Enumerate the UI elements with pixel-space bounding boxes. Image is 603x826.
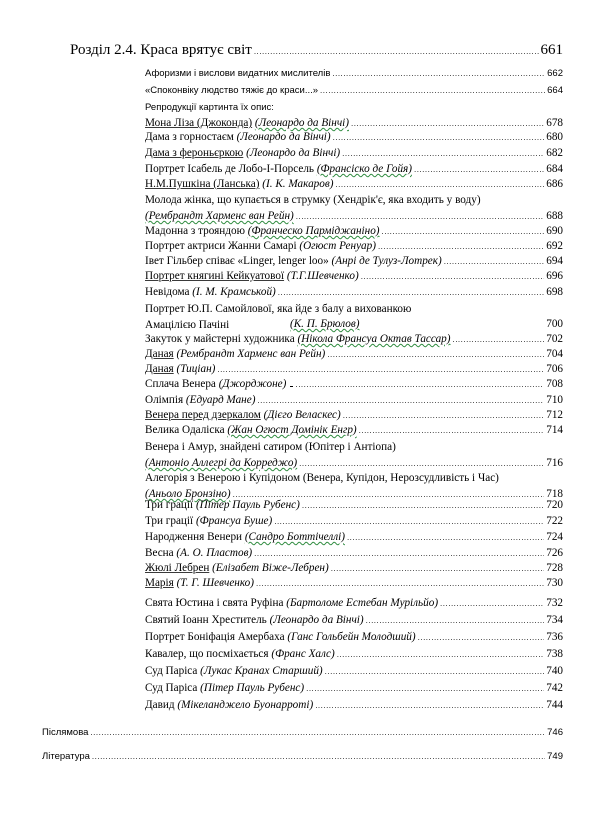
entry-author: (Джорджоне)	[218, 378, 287, 390]
toc-entry-line	[145, 498, 563, 513]
page-number: 724	[546, 531, 563, 543]
toc-entry-line	[145, 254, 563, 269]
entry-author: (Франс Халс)	[271, 648, 335, 660]
page-number: 692	[546, 240, 563, 252]
entry-title: Невідома	[145, 286, 190, 298]
page-number: 696	[546, 270, 563, 282]
toc-entry-line-cont	[145, 456, 563, 471]
dot-leader	[359, 423, 545, 438]
page-number: 734	[546, 614, 563, 626]
dot-leader	[361, 269, 545, 284]
dot-leader	[217, 362, 544, 377]
repro-heading: Репродукції картинта їх опис:	[145, 102, 274, 113]
page-number: 684	[546, 163, 563, 175]
dot-leader	[347, 530, 544, 545]
entry-author: (Пітер Пауль Рубенс)	[200, 682, 305, 694]
entry-author: (Сандро Боттічеллі)	[244, 531, 345, 543]
toc-line-aphorisms	[145, 66, 563, 81]
dot-leader	[418, 630, 545, 645]
page-number: 702	[546, 333, 563, 345]
page-number: 706	[546, 363, 563, 375]
dot-leader	[337, 647, 545, 662]
entry-text: «Споконвіку людство тяжіє до краси...»	[145, 85, 319, 96]
page-number: 742	[546, 682, 563, 694]
toc-entry-line	[145, 576, 563, 591]
toc-entry-line	[145, 514, 563, 529]
entry-title: Суд Паріса	[145, 665, 198, 677]
entry-author: (К. П. Брюлов)	[290, 318, 360, 330]
entry-title: Марія	[145, 577, 174, 589]
entry-title: Портрет Ю.П. Самойлової, яка йде з балу а вихованкою Амацілією Пачіні	[145, 303, 412, 331]
page-number: 710	[546, 394, 563, 406]
entry-author: (Франсуа Буше)	[195, 515, 273, 527]
page-number: 708	[546, 378, 563, 390]
toc-entry-line	[145, 561, 563, 576]
entry-author: (І. К. Макаров)	[262, 178, 334, 190]
toc-entry-line	[145, 177, 563, 192]
entry-author: (І. М. Крамськой)	[192, 286, 276, 298]
toc-entry-line	[145, 698, 563, 713]
entry-title: Венера і Амур, знайдені сатиром (Юпітер і Антіопа)	[145, 441, 396, 453]
page-number: 700	[546, 318, 563, 330]
dot-leader	[90, 725, 545, 740]
toc-entry-line	[145, 162, 563, 177]
page-number: 694	[546, 255, 563, 267]
dot-leader	[274, 514, 544, 529]
dot-leader	[257, 393, 544, 408]
toc-entry-line	[145, 362, 563, 377]
entry-author: (Тиціан)	[176, 363, 216, 375]
toc-entry-line	[145, 269, 563, 284]
toc-entry-line	[145, 347, 563, 362]
entry-title: Алегорія з Венерою і Купідоном (Венера, Купідон, Нерозсудливість і Час)	[145, 472, 499, 484]
entry-title: Три грації	[145, 499, 194, 511]
entry-title: Венера перед дзеркалом	[145, 409, 261, 421]
entry-author: (А. О. Пластов)	[176, 547, 253, 559]
entry-author: (Франсіско де Гойя)	[316, 163, 412, 175]
toc-entry-line	[145, 332, 563, 347]
toc-entry-line	[145, 471, 563, 486]
toc-entry-line	[145, 301, 563, 333]
entry-title: Портрет Ісабель де Лобо-І-Порсель	[145, 163, 315, 175]
toc-entry-line	[145, 613, 563, 628]
dot-leader	[327, 347, 544, 362]
entry-author: (Бартоломе Естебан Мурільйо)	[286, 597, 439, 609]
entry-title: Олімпія	[145, 394, 184, 406]
dot-leader	[333, 130, 545, 145]
entry-title: Даная	[145, 363, 174, 375]
entry-title: Портрет Боніфація Амербаха	[145, 631, 285, 643]
dot-leader	[299, 456, 544, 471]
toc-entry-line	[145, 377, 563, 392]
page-number: 661	[540, 42, 563, 58]
dot-leader	[444, 254, 545, 269]
entry-text: Афоризми і вислови видатних мислителів	[145, 68, 331, 79]
toc-entry-line	[145, 239, 563, 254]
entry-title: Дама з горностаєм	[145, 131, 234, 143]
entry-title: Давид	[145, 699, 175, 711]
entry-author: (Огюст Ренуар)	[299, 240, 376, 252]
dot-leader	[295, 377, 544, 392]
dot-leader	[440, 596, 544, 611]
entry-author: (Рембрандт Харменс ван Рейн)	[145, 210, 294, 222]
entry-title: Івет Гільбер співає «Linger, lenger loo»	[145, 255, 329, 267]
entry-title: Жюлі Лебрен	[145, 562, 210, 574]
entry-title: Суд Паріса	[145, 682, 198, 694]
entry-title: Дама з фероньєркою	[145, 147, 244, 159]
dot-leader	[414, 162, 544, 177]
page-number: 716	[546, 457, 563, 469]
page-number: 688	[546, 210, 563, 222]
dot-leader	[296, 209, 544, 224]
dot-leader	[278, 285, 544, 300]
repro-heading-line	[145, 100, 563, 115]
entry-author: (Нікола Франсуа Октав Тассар)	[297, 333, 451, 345]
toc-entry-line	[145, 440, 563, 455]
page-number: 698	[546, 286, 563, 298]
entry-author: (Леонардо да Вінчі)	[269, 614, 364, 626]
dot-leader	[452, 332, 544, 347]
entry-title: Н.М.Пушкіна (Ланська)	[145, 178, 260, 190]
toc-entry-line-cont	[145, 209, 563, 224]
page-number: 720	[546, 499, 563, 511]
page-number: 682	[546, 147, 563, 159]
page-number: 740	[546, 665, 563, 677]
entry-title: Кавалер, що посміхається	[145, 648, 269, 660]
dot-leader	[254, 43, 539, 61]
toc-entry-line	[145, 681, 563, 696]
dot-leader	[320, 83, 545, 98]
dot-leader	[342, 146, 544, 161]
toc-entry-line	[145, 423, 563, 438]
dot-leader	[315, 698, 544, 713]
dot-leader	[256, 576, 544, 591]
entry-author: (Рембрандт Харменс ван Рейн)	[176, 348, 326, 360]
dot-leader	[331, 561, 545, 576]
page-number: 712	[546, 409, 563, 421]
page-number: 680	[546, 131, 563, 143]
dot-leader	[343, 408, 544, 423]
dot-leader	[378, 239, 544, 254]
entry-author: (Аньоло Бронзіно)	[145, 488, 231, 500]
dot-leader	[332, 66, 545, 81]
toc-entry-line	[145, 393, 563, 408]
entry-title: Свята Юстина і свята Руфіна	[145, 597, 284, 609]
entry-title: Сплача Венера	[145, 378, 216, 390]
entry-author: (Мікеланджело Буонарроті)	[177, 699, 314, 711]
page-number: 690	[546, 225, 563, 237]
page-number: 746	[547, 727, 563, 738]
dot-leader	[382, 224, 545, 239]
entry-title: Народження Венери	[145, 531, 243, 543]
page-number: 730	[546, 577, 563, 589]
page-number: 718	[546, 488, 563, 500]
dot-leader	[306, 681, 544, 696]
entry-title: Весна	[145, 547, 174, 559]
entry-text: Література	[42, 751, 90, 762]
page-number: 714	[546, 424, 563, 436]
page-number: 678	[546, 117, 563, 129]
page-number: 686	[546, 178, 563, 190]
page-number: 722	[546, 515, 563, 527]
page-number: 728	[546, 562, 563, 574]
page-number: 732	[546, 597, 563, 609]
entry-author: (Лукас Кранах Старший)	[200, 665, 323, 677]
toc-entry-line	[145, 224, 563, 239]
toc-entry-line	[145, 630, 563, 645]
entry-author: (Т.Г.Шевченко)	[286, 270, 359, 282]
entry-title: Святий Іоанн Хреститель	[145, 614, 267, 626]
entry-title: Велика Одаліска	[145, 424, 225, 436]
entry-author: (Леонардо да Вінчі)	[246, 147, 341, 159]
toc-entry-line	[145, 530, 563, 545]
entry-title: Портрет княгині Кейкуатової	[145, 270, 285, 282]
entry-author: (Елізабет Віже-Лебрен)	[212, 562, 329, 574]
page-number: 704	[546, 348, 563, 360]
toc-entry-line	[145, 130, 563, 145]
entry-author: (Франческо Парміджаніно)	[247, 225, 380, 237]
dot-leader	[335, 177, 544, 192]
page-number: 726	[546, 547, 563, 559]
page-number: 744	[546, 699, 563, 711]
toc-entry-line	[145, 647, 563, 662]
entry-author: (Анрі де Тулуз-Лотрек)	[331, 255, 442, 267]
blank-underline	[290, 377, 293, 387]
dot-leader	[302, 498, 544, 513]
page-number: 738	[546, 648, 563, 660]
toc-line-afterword	[42, 725, 563, 740]
entry-author: (Едуард Мане)	[185, 394, 256, 406]
entry-title: Портрет актриси Жанни Самарі	[145, 240, 297, 252]
dot-leader	[351, 116, 544, 131]
toc-entry-line	[145, 146, 563, 161]
toc-entry-line	[145, 596, 563, 611]
toc-entry-line	[145, 408, 563, 423]
page-number: 736	[546, 631, 563, 643]
entry-title: Мадонна з трояндою	[145, 225, 245, 237]
entry-title: Мона Ліза (Джоконда)	[145, 117, 253, 129]
toc-entry-line	[145, 285, 563, 300]
entry-author: (Т. Г. Шевченко)	[176, 577, 254, 589]
page-number: 662	[547, 68, 563, 79]
entry-title: Молода жінка, що купається в струмку (Хендрік'є, яка входить у воду)	[145, 194, 481, 206]
entry-author: (Жан Огюст Домінік Енгр)	[227, 424, 357, 436]
toc-line-beauty	[145, 83, 563, 98]
entry-title: Закуток у майстерні художника	[145, 333, 295, 345]
entry-author: (Леонардо да Вінчі)	[236, 131, 331, 143]
entry-author: (Дієго Веласкес)	[263, 409, 341, 421]
dot-leader	[325, 664, 545, 679]
section-title: Розділ 2.4. Краса врятує світ	[70, 42, 252, 58]
dot-leader	[92, 749, 545, 764]
toc-entry-line	[145, 546, 563, 561]
entry-author: (Антоніо Аллегрі да Корреджо)	[145, 457, 298, 469]
page-number: 749	[547, 751, 563, 762]
entry-title: Три грації	[145, 515, 194, 527]
page-number: 664	[547, 85, 563, 96]
entry-author: (Пітер Пауль Рубенс)	[195, 499, 300, 511]
dot-leader	[366, 613, 545, 628]
toc-line-literature	[42, 749, 563, 764]
dot-leader	[254, 546, 544, 561]
toc-entry-line	[145, 193, 563, 208]
toc-entry-line	[145, 664, 563, 679]
entry-title: Даная	[145, 348, 174, 360]
entry-author: (Леонардо да Вінчі)	[254, 117, 349, 129]
entry-text: Післямова	[42, 727, 89, 738]
toc-entry-line	[145, 116, 563, 131]
entry-author: (Ганс Гольбейн Молодший)	[287, 631, 416, 643]
toc-title-line	[70, 41, 563, 59]
